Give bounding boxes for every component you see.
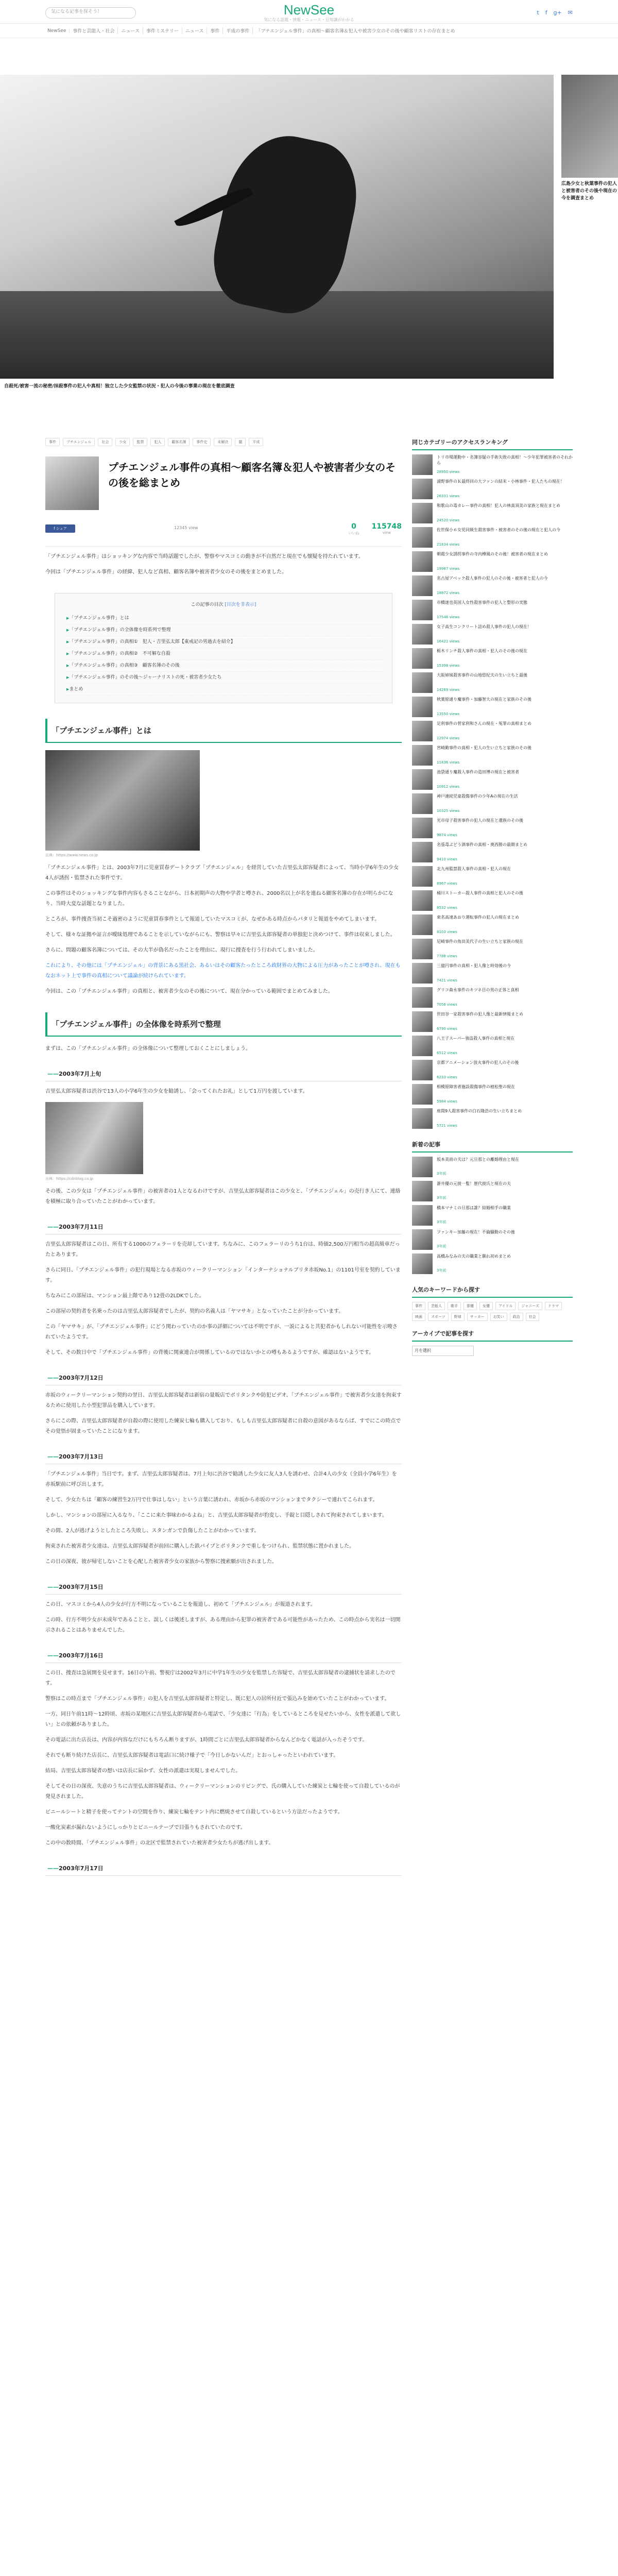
keyword-tag[interactable]: 政治 — [510, 1313, 523, 1321]
new-article-item[interactable] — [412, 1181, 573, 1201]
article-author: 12345 view — [174, 526, 198, 530]
ranking-title[interactable]: 名張毒ぶどう酒事件の真相・奥西勝の最期まとめ — [437, 842, 527, 847]
keyword-tag[interactable]: ジャニーズ — [518, 1302, 542, 1310]
keyword-tag[interactable]: 映画 — [412, 1313, 425, 1321]
new-article-date: 3年前 — [437, 1196, 447, 1200]
ranking-title[interactable]: 世田谷一家殺害事件の犯人像と最新情報まとめ — [437, 1012, 523, 1016]
ranking-item[interactable] — [412, 1036, 573, 1056]
new-article-title[interactable]: 蒼井優の元彼一覧！歴代彼氏と現在の夫 — [437, 1181, 511, 1186]
new-article-item[interactable] — [412, 1205, 573, 1226]
social-links — [537, 9, 573, 16]
ranking-title[interactable]: 女子高生コンクリート詰め殺人事件の犯人の現在！ — [437, 624, 531, 629]
ranking-thumbnail[interactable] — [412, 1108, 433, 1129]
tag[interactable]: 事件 — [45, 438, 60, 446]
ranking-title[interactable]: 東名高速あおり運転事件の犯人の現在まとめ — [437, 915, 519, 920]
tag[interactable]: 顧客名簿 — [168, 438, 190, 446]
paragraph: まずは、この「プチエンジェル事件」の全体像について整理しておくことにしましょう。 — [45, 1046, 251, 1052]
like-count: 0 いいね — [348, 522, 359, 535]
ranking-title[interactable]: 三億円事件の真相・犯人像と時効後の今 — [437, 963, 511, 968]
ranking-views: 15398 views — [437, 664, 460, 668]
new-article-date: 3年前 — [437, 1244, 447, 1248]
tag[interactable]: 事件史 — [193, 438, 211, 446]
paragraph: この中の数時間、「プチエンジェル事件」の北区で監禁されていた被害者少女たちが逃げ出します。 — [45, 1840, 274, 1846]
ranking-item[interactable] — [412, 721, 573, 741]
ranking-item[interactable] — [412, 939, 573, 959]
paragraph: この日、マスコミから4人の少女が行方不明になっていることを報道し、初めて「プチエンジェル」が報道されます。 — [45, 1602, 316, 1607]
archive-heading: アーカイブで記事を探す — [412, 1329, 573, 1342]
new-article-date: 3年前 — [437, 1220, 447, 1224]
ranking-title[interactable]: 秋葉原通り魔事件・加藤智大の現在と家族のその後 — [437, 697, 531, 702]
ranking-thumbnail[interactable] — [412, 769, 433, 790]
ranking-thumbnail[interactable] — [412, 575, 433, 596]
paragraph: 今回は、この「プチエンジェル事件」の真相と、被害者少女のその後について、現在分かっている範囲でまとめてみました。 — [45, 989, 333, 994]
ranking-thumbnail[interactable] — [412, 672, 433, 693]
ranking-title[interactable]: 浦野事件のＫ最終回の大ファンの結末・小林事件・犯人たちの現在！ — [437, 479, 564, 484]
ranking-views: 16421 views — [437, 639, 460, 643]
toc-item[interactable]: ▶ 「プチエンジェル事件」とは — [63, 613, 384, 624]
ranking-item[interactable] — [412, 624, 573, 645]
ranking-item[interactable] — [412, 1011, 573, 1032]
paragraph: 「プチエンジェル事件」当日です。まず、吉里弘太郎容疑者は、7月上旬に渋谷で勧誘した少女に友人3人を誘わせ、合計4人の少女（全員小学6年生）を赤坂駅前に呼び出します。 — [45, 1471, 397, 1487]
paragraph: 警察はこの時点まで「プチエンジェル事件」の犯人を吉里弘太郎容疑者と特定し、既に犯人の居所付近で張込みを始めていたことがわかっています。 — [45, 1696, 390, 1702]
ranking-views: 8532 views — [437, 906, 457, 910]
ranking-views: 21834 views — [437, 543, 460, 547]
ranking-item[interactable] — [412, 1108, 573, 1129]
ranking-item[interactable] — [412, 527, 573, 548]
ranking-views: 12974 views — [437, 736, 460, 740]
ranking-item[interactable] — [412, 648, 573, 669]
keyword-list — [412, 1302, 573, 1321]
mail-icon[interactable]: ✉ — [568, 9, 573, 16]
keyword-tag[interactable]: 女優 — [479, 1302, 493, 1310]
ranking-views: 7056 views — [437, 1003, 457, 1007]
intro-paragraph: 「プチエンジェル事件」はショッキングな内容で当時話題でしたが、警察やマスコミの動きが不自然だと現在でも懐疑を持たれています。 — [45, 554, 364, 560]
ranking-views: 14269 views — [437, 688, 460, 692]
ranking-title[interactable]: 神戸連続児童殺傷事件の少年Aの現在の生活 — [437, 794, 518, 799]
ranking-item[interactable] — [412, 866, 573, 887]
date-heading: —— 2003年7月11日 — [45, 1219, 402, 1234]
ranking-views: 26331 views — [437, 494, 460, 498]
paragraph: この日、捜査は急展開を見せます。16日の午前、警視庁は2002年3月に中学1年生の少女を監禁した容疑で、吉里弘太郎容疑者の逮捕状を請求したのです。 — [45, 1670, 396, 1686]
paragraph: そして、その数日中で「プチエンジェル事件」の背後に関東連合が関係しているのではないかとの噂もあるようですが、確認はないようです。 — [45, 1350, 374, 1355]
ranking-item[interactable] — [412, 551, 573, 572]
ranking-title[interactable]: 相模原障害者施設殺傷事件の植松聖の現在 — [437, 1084, 515, 1089]
ranking-title[interactable]: 足利事件の菅家利和さんの現在・冤罪の真相まとめ — [437, 721, 531, 726]
new-article-title[interactable]: ファンキー加藤の現在！不倫騒動のその後 — [437, 1230, 515, 1234]
ranking-item[interactable] — [412, 479, 573, 499]
date-heading: —— 2003年7月16日 — [45, 1648, 402, 1663]
paragraph: ビニールシートと精子を使ってテントの空間を作り、練炭七輪をテント内に燃焼させて自殺しているという方法だったようです。 — [45, 1809, 343, 1815]
ranking-item[interactable] — [412, 1060, 573, 1080]
article-photo — [45, 750, 200, 851]
new-article-thumbnail[interactable] — [412, 1205, 433, 1226]
ranking-item[interactable] — [412, 987, 573, 1008]
keyword-tag[interactable]: アイドル — [495, 1302, 516, 1310]
paragraph: この「ヤマサキ」が、「プチエンジェル事件」にどう関わっていたのか事の詳細については不明ですが、一説によると共犯者かもしれない可能性を示唆されていたようです。 — [45, 1324, 398, 1340]
paragraph: その後、この少女は「プチエンジェル事件」の被害者の1人となるわけですが、吉里弘太郎容疑者はこの少女と、「プチエンジェル」の売行き人にて、連絡を積極に取り合っていたことがわかっています。 — [45, 1189, 401, 1205]
new-article-title[interactable]: 高橋みなみの夫の職業と馴れ初めまとめ — [437, 1254, 511, 1259]
paragraph: 吉里弘太郎容疑者は渋谷で13人の小学6年生の少女を勧誘し、「会ってくれたお礼」として1万円を渡しています。 — [45, 1089, 308, 1094]
ranking-views: 10912 views — [437, 785, 460, 789]
toc-item[interactable]: ▶ 「プチエンジェル事件」のその後〜ジャーナリストの死・被害者少女たち — [63, 672, 384, 684]
ranking-title[interactable]: 栃木リンチ殺人事件の真相・犯人のその後の現在 — [437, 649, 527, 653]
ranking-title[interactable]: 八王子スーパー強盗殺人事件の真相と現在 — [437, 1036, 515, 1041]
ranking-title[interactable]: 尼崎事件の角田美代子の生い立ちと家族の現在 — [437, 939, 523, 944]
toc-toggle[interactable]: [目次を非表示] — [225, 602, 256, 607]
new-article-item[interactable] — [412, 1253, 573, 1274]
ranking-views: 17546 views — [437, 615, 460, 619]
googleplus-icon[interactable]: g+ — [553, 9, 562, 16]
paragraph: この部屋の契約者を名乗ったのは吉里弘太郎容疑者でしたが、契約の名義人は「ヤマサキ」となっていたことが分かっています。 — [45, 1309, 344, 1314]
date-heading: —— 2003年7月12日 — [45, 1370, 402, 1385]
ranking-views: 28950 views — [437, 470, 460, 474]
ranking-views: 5721 views — [437, 1124, 457, 1128]
paragraph: 結局、吉里弘太郎容疑者の想いは店長に届かず、女性の派遣は実現しませんでした。 — [45, 1768, 241, 1774]
ranking-item[interactable] — [412, 793, 573, 814]
site-tagline: 気になる話題・情報・ニュース・豆知識がわかる — [264, 18, 354, 22]
side-article-thumbnail[interactable] — [561, 75, 618, 178]
paragraph: この日の深夜、彼が帰宅しないことを心配した被害者少女の家族から警察に捜索願が出されました。 — [45, 1559, 277, 1565]
ranking-item[interactable] — [412, 914, 573, 935]
paragraph: さらに同日、「プチエンジェル事件」の犯行現場となる赤坂のウィークリーマンション「インターナショナルブリタ赤坂No.1」の1101号室を契約しています。 — [45, 1267, 401, 1283]
ranking-item[interactable] — [412, 503, 573, 523]
ranking-views: 10325 views — [437, 809, 460, 813]
paragraph: 赤坂のウィークリーマンション契約の翌日、吉里弘太郎容疑者は新宿の量販店でポリタンクや防犯ビデオ、「プチエンジェル事件」で被害者少女達を拘束するために使用した小型犯罪品を購入しています。 — [45, 1393, 402, 1409]
new-article-thumbnail[interactable] — [412, 1157, 433, 1177]
breadcrumb-current: 「ブチエンジェル事件」の真相〜顧客名簿＆犯人や被害少女のその後や顧客リストの存在まとめ — [256, 29, 455, 34]
ranking-thumbnail[interactable] — [412, 648, 433, 669]
keyword-tag[interactable]: 事件 — [412, 1302, 425, 1310]
article-title: プチエンジェル事件の真相〜顧客名簿＆犯人や被害者少女のその後を総まとめ — [108, 461, 396, 489]
breadcrumb — [0, 24, 618, 38]
ranking-item[interactable] — [412, 454, 573, 475]
sidebar — [412, 438, 573, 1356]
article-thumbnail — [45, 456, 99, 510]
site-header — [0, 0, 618, 24]
ranking-title[interactable]: 市橋達也英国人女性殺害事件の犯人と整形の実態 — [437, 600, 527, 605]
new-article-thumbnail[interactable] — [412, 1181, 433, 1201]
ranking-thumbnail[interactable] — [412, 551, 433, 572]
ranking-thumbnail[interactable] — [412, 454, 433, 475]
ranking-views: 6512 views — [437, 1051, 457, 1055]
ranking-thumbnail[interactable] — [412, 624, 433, 645]
ranking-title[interactable]: 宮崎勤事件の真相・犯人の生い立ちと家族のその後 — [437, 745, 531, 750]
breadcrumb-item[interactable]: 事件ミステリー — [146, 27, 182, 34]
paragraph: これにより、その他には「プチエンジェル」の背景にある黒社会、あるいはその顧客たったところ政財界の大物による圧力があったことが噂され、現在もなおネット上で事件の真相について議論が続けられています。 — [45, 963, 401, 979]
breadcrumb-item[interactable]: ニュース — [185, 27, 208, 34]
ranking-thumbnail[interactable] — [412, 842, 433, 862]
ranking-title[interactable]: トリ市場運動中・名簿容疑の手術失敗の真相！〜少年犯罪被害者のそれから — [437, 455, 573, 465]
paragraph: この事件はそのショッキングな事件内容もさることながら、日本初期声の大物や学者と噂され、2000名以上が名を連ねる顧客名簿の存在が明らかになり、当時大変な話題となりました。 — [45, 891, 393, 907]
paragraph: その電話に出た店長は、内容が内容なだけにもちろん断りますが、1時間ごとに吉里弘太郎容疑者からなんどかなく電話が入ったそうです。 — [45, 1737, 368, 1743]
ranking-views: 24520 views — [437, 518, 460, 522]
ranking-title[interactable]: 名古屋アベック殺人事件の犯人のその後・被害者と犯人の今 — [437, 576, 548, 581]
ranking-thumbnail[interactable] — [412, 479, 433, 499]
paragraph: ちなみにこの部屋は、マンション最上階であり12畳の2LDKでした。 — [45, 1293, 204, 1299]
hero-caption[interactable]: 自殺死/被害一流の秘密/抹殺事件の犯人や真相！独立した少女監禁の状況・犯人の今後の事業の現在を徹底調査 — [4, 384, 235, 389]
ranking-thumbnail[interactable] — [412, 963, 433, 984]
ranking-views: 6790 views — [437, 1027, 457, 1031]
ranking-item[interactable] — [412, 697, 573, 717]
toc-heading: この記事の目次 — [191, 602, 224, 607]
paragraph: 「プチエンジェル事件」とは、2003年7月に児童買春デートクラブ「プチエンジェル」を経営していた吉里弘太郎容疑者によって、当時小学6年生の少女4人が誘拐・監禁された事件です。 — [45, 865, 399, 881]
paragraph: 拘束された被害者少女達は、吉里弘太郎容疑者が前回に購入した鉄パイプとポリタンクで重しをつけられ、監禁状態に置かれました。 — [45, 1544, 355, 1549]
article-main — [45, 438, 402, 1881]
paragraph: そして、少女たちは「顧客の練習生2万円で仕事はしない」という言葉に誘われ、赤坂から赤坂のマンションまでタクシーで連れてこられます。 — [45, 1497, 378, 1503]
tag[interactable]: 少女 — [115, 438, 130, 446]
ranking-item[interactable] — [412, 890, 573, 911]
ranking-thumbnail[interactable] — [412, 1011, 433, 1032]
ranking-views: 8103 views — [437, 930, 457, 934]
paragraph: それでも断り続けた店長に、吉里弘太郎容疑者は電話口に続け様子で「今日しかないんだ」とおっしゃったといわれています。 — [45, 1753, 339, 1758]
ranking-views: 7421 views — [437, 978, 457, 982]
new-articles-heading: 新着の記事 — [412, 1140, 573, 1153]
site-logo[interactable]: NewSee — [283, 2, 335, 18]
breadcrumb-item[interactable]: NewSee — [47, 28, 70, 33]
paragraph: ところが、事件捜査当初こそ過密のように児童買春事件として報道していたマスコミが、なぜかある時点からパタリと報道をやめてしまいます。 — [45, 917, 380, 922]
hero-image[interactable] — [0, 75, 554, 379]
ranking-title[interactable]: 座間9人殺害事件の白石隆浩の生い立ちまとめ — [437, 1109, 522, 1113]
ranking-thumbnail[interactable] — [412, 600, 433, 620]
ranking-item[interactable] — [412, 842, 573, 862]
ranking-thumbnail[interactable] — [412, 697, 433, 717]
new-article-thumbnail[interactable] — [412, 1229, 433, 1250]
paragraph: そして、様々な証拠や証言が曖昧処理であることを示していながらにも、警察は早々に吉里弘太郎容疑者の単独犯と決めつけて、事件は収束しました。 — [45, 932, 396, 938]
keyword-tag[interactable]: ドラマ — [545, 1302, 562, 1310]
ranking-views: 19987 views — [437, 567, 460, 571]
ranking-thumbnail[interactable] — [412, 914, 433, 935]
ranking-item[interactable] — [412, 575, 573, 596]
ranking-title[interactable]: 北九州監禁殺人事件の真相・犯人の現在 — [437, 867, 511, 871]
new-article-title[interactable]: 坂本美雨の夫は？元旦那との離婚理由と現在 — [437, 1157, 519, 1162]
ranking-thumbnail[interactable] — [412, 987, 433, 1008]
ranking-title[interactable]: 和歌山の毒カレー事件の真相！犯人の林真須美の家族と現在まとめ — [437, 503, 560, 508]
ranking-title[interactable]: 光市母子殺害事件の犯人の現在と遺族のその後 — [437, 818, 523, 823]
new-article-thumbnail[interactable] — [412, 1253, 433, 1274]
ranking-title[interactable]: 朝霞少女誘拐事件の寺内樺風のその後！被害者の現在まとめ — [437, 552, 548, 556]
ranking-item[interactable] — [412, 1084, 573, 1105]
breadcrumb-item[interactable]: 平成の事件 — [226, 27, 253, 34]
photo-source[interactable]: 出典：https://cdnblog.co.jp — [45, 1177, 93, 1181]
paragraph: 吉里弘太郎容疑者はこの日、所有する1000のフェラーリを売却しています。ちなみに、このフェラーリのうち1台は、時価2,500万円相当の超高級車だったとあります。 — [45, 1242, 400, 1258]
ranking-thumbnail[interactable] — [412, 866, 433, 887]
ranking-item[interactable] — [412, 769, 573, 790]
ranking-thumbnail[interactable] — [412, 1036, 433, 1056]
ranking-views: 18872 views — [437, 591, 460, 595]
paragraph: さらに、問題の顧客名簿については、その大半が偽名だったことを理由に、現行に捜査を行う行われてしまいました。 — [45, 947, 318, 953]
date-heading: —— 2003年7月15日 — [45, 1580, 402, 1595]
keyword-tag[interactable]: 芸能人 — [428, 1302, 445, 1310]
ranking-views: 5984 views — [437, 1099, 457, 1104]
date-heading: —— 2003年7月上旬 — [45, 1066, 402, 1081]
new-article-date: 3年前 — [437, 1268, 447, 1273]
keyword-tag[interactable]: 歌手 — [448, 1302, 461, 1310]
ranking-item[interactable] — [412, 963, 573, 984]
new-article-date: 3年前 — [437, 1172, 447, 1176]
ranking-thumbnail[interactable] — [412, 527, 433, 548]
toc-item[interactable]: ▶ まとめ — [63, 684, 384, 696]
date-heading: —— 2003年7月17日 — [45, 1861, 402, 1876]
tag[interactable]: 監禁 — [133, 438, 147, 446]
keyword-tag[interactable]: 俳優 — [464, 1302, 477, 1310]
table-of-contents — [55, 593, 392, 703]
ranking-title[interactable]: 桶川ストーカー殺人事件の真相と犯人のその後 — [437, 891, 523, 895]
ranking-thumbnail[interactable] — [412, 939, 433, 959]
breadcrumb-item[interactable]: ニュース — [121, 27, 143, 34]
facebook-icon[interactable]: f — [545, 9, 547, 16]
side-article-caption[interactable]: 広島少女と秋葉事件の犯人と被害者のその後や現在の今を調査まとめ — [561, 181, 617, 201]
archive-month-select[interactable]: 月を選択 — [412, 1346, 474, 1356]
toc-item[interactable]: ▶ 「プチエンジェル事件」の真相① 犯人・吉里弘太郎【東戒記の男過去を紹介】 — [63, 636, 384, 648]
intro-paragraph: 今回は「プチエンジェル事件」の経緯、犯人など真相、顧客名簿や被害者少女のその後をまとめました。 — [45, 569, 287, 575]
paragraph: この時、行方不明少女が未成年であることと、誤しくは後述しますが、ある理由から犯罪の被害者である可能性があったため、この時点から実名は一切開示されることはありませんでした。 — [45, 1617, 401, 1633]
ranking-views: 9410 views — [437, 857, 457, 861]
paragraph: しかし、マンションの部屋に入るなり、「ここに来た事味わかるよね」と、吉里弘太郎容疑者が豹変し、手錠と目隠しされて拘束されてしまいます。 — [45, 1513, 387, 1518]
search-input[interactable]: 気になる記事を探そう！ — [45, 7, 136, 19]
tag-list — [45, 438, 402, 446]
toc-item[interactable]: ▶ 「プチエンジェル事件」の真相③ 顧客名簿のその後 — [63, 660, 384, 672]
ranking-views: 13550 views — [437, 712, 460, 716]
keyword-tag[interactable]: サッカー — [467, 1313, 488, 1321]
paragraph: さらにこの際、吉里弘太郎容疑者が自殺の際に使用した練炭七輪も購入しており、もしも吉里弘太郎容疑者に自殺の意図があるならば、すでにこの時点でその覚悟が固まっていたことになります。 — [45, 1418, 401, 1434]
ranking-title[interactable]: 佐世保小６女児同級生殺害事件・被害者のその後の現在と犯人の今 — [437, 528, 560, 532]
tag[interactable]: 平成 — [249, 438, 263, 446]
breadcrumb-item[interactable]: 事件と芸能人・社会 — [73, 27, 118, 34]
ranking-title[interactable]: グリコ森永事件のキツネ目の男の正体と真相 — [437, 988, 519, 992]
new-article-item[interactable] — [412, 1157, 573, 1177]
twitter-icon[interactable]: t — [537, 9, 539, 16]
breadcrumb-item[interactable]: 事件 — [210, 27, 223, 34]
new-article-item[interactable] — [412, 1229, 573, 1250]
ranking-thumbnail[interactable] — [412, 745, 433, 766]
article-photo — [45, 1102, 143, 1174]
ranking-title[interactable]: 京都アニメーション放火事件の犯人のその後 — [437, 1060, 519, 1065]
keyword-tag[interactable]: お笑い — [490, 1313, 507, 1321]
ranking-title[interactable]: 池袋通り魔殺人事件の造田博の現在と被害者 — [437, 770, 519, 774]
toc-item[interactable]: ▶ 「プチエンジェル事件」の真相② 不可解な自殺 — [63, 648, 384, 660]
ranking-item[interactable] — [412, 745, 573, 766]
ranking-thumbnail[interactable] — [412, 793, 433, 814]
photo-source[interactable]: 出典：https://www.news.co.jp — [45, 853, 98, 857]
tag[interactable]: 社会 — [98, 438, 112, 446]
ranking-views: 7788 views — [437, 954, 457, 958]
paragraph: 一酸化炭素が漏れないようにしっかりとビニールテープで目張りもされていたのです。 — [45, 1825, 246, 1831]
ranking-item[interactable] — [412, 818, 573, 838]
ranking-item[interactable] — [412, 672, 573, 693]
ranking-views: 9874 views — [437, 833, 457, 837]
ranking-thumbnail[interactable] — [412, 1084, 433, 1105]
ranking-heading: 同じカテゴリーのアクセスランキング — [412, 438, 573, 450]
ranking-views: 11836 views — [437, 760, 460, 765]
ranking-thumbnail[interactable] — [412, 890, 433, 911]
view-count: 115748 view — [371, 522, 402, 535]
ranking-thumbnail[interactable] — [412, 818, 433, 838]
section-heading: 「プチエンジェル事件」の全体像を時系列で整理 — [45, 1012, 402, 1037]
tag[interactable]: ブチエンジェル — [63, 438, 95, 446]
toc-item[interactable]: ▶ 「プチエンジェル事件」の全体像を時系列で整理 — [63, 624, 384, 636]
paragraph: 一方、同日午前11時〜12時頃、赤坂の某地区に吉里弘太郎容疑者から電話で、「少女達に「行為」をしているところを見せたいから、女性を派遣して欲しい」との依頼がありました。 — [45, 1711, 401, 1727]
facebook-share-button[interactable]: f シェア — [45, 524, 75, 533]
ranking-thumbnail[interactable] — [412, 503, 433, 523]
ranking-views: 8967 views — [437, 882, 457, 886]
ranking-item[interactable] — [412, 600, 573, 620]
tag[interactable]: 未解決 — [214, 438, 232, 446]
paragraph: そしてその日の深夜、失意のうちに吉里弘太郎容疑者は、ウィークリーマンションのリビングで、氏の購入していた練炭と七輪を使って自殺しているのが発見されました。 — [45, 1784, 400, 1800]
ranking-views: 6233 views — [437, 1075, 457, 1079]
keyword-tag[interactable]: 社会 — [526, 1313, 539, 1321]
ranking-thumbnail[interactable] — [412, 1060, 433, 1080]
date-heading: —— 2003年7月13日 — [45, 1449, 402, 1464]
ranking-thumbnail[interactable] — [412, 721, 433, 741]
tag[interactable]: 犯人 — [150, 438, 165, 446]
new-article-title[interactable]: 橋本マナミの旦那は誰？結婚相手の職業 — [437, 1206, 511, 1210]
keyword-tag[interactable]: スポーツ — [428, 1313, 449, 1321]
section-heading: 「プチエンジェル事件」とは — [45, 719, 402, 743]
tag[interactable]: 闇 — [235, 438, 246, 446]
keyword-tag[interactable]: 野球 — [451, 1313, 465, 1321]
paragraph: その間、2人が逃げようとしたところ失敗し、スタンガンで負傷したことがわかっています。 — [45, 1528, 260, 1534]
keyword-heading: 人気のキーワードから探す — [412, 1285, 573, 1298]
ranking-title[interactable]: 大阪姉妹殺害事件の山地悠紀夫の生い立ちと最後 — [437, 673, 527, 677]
